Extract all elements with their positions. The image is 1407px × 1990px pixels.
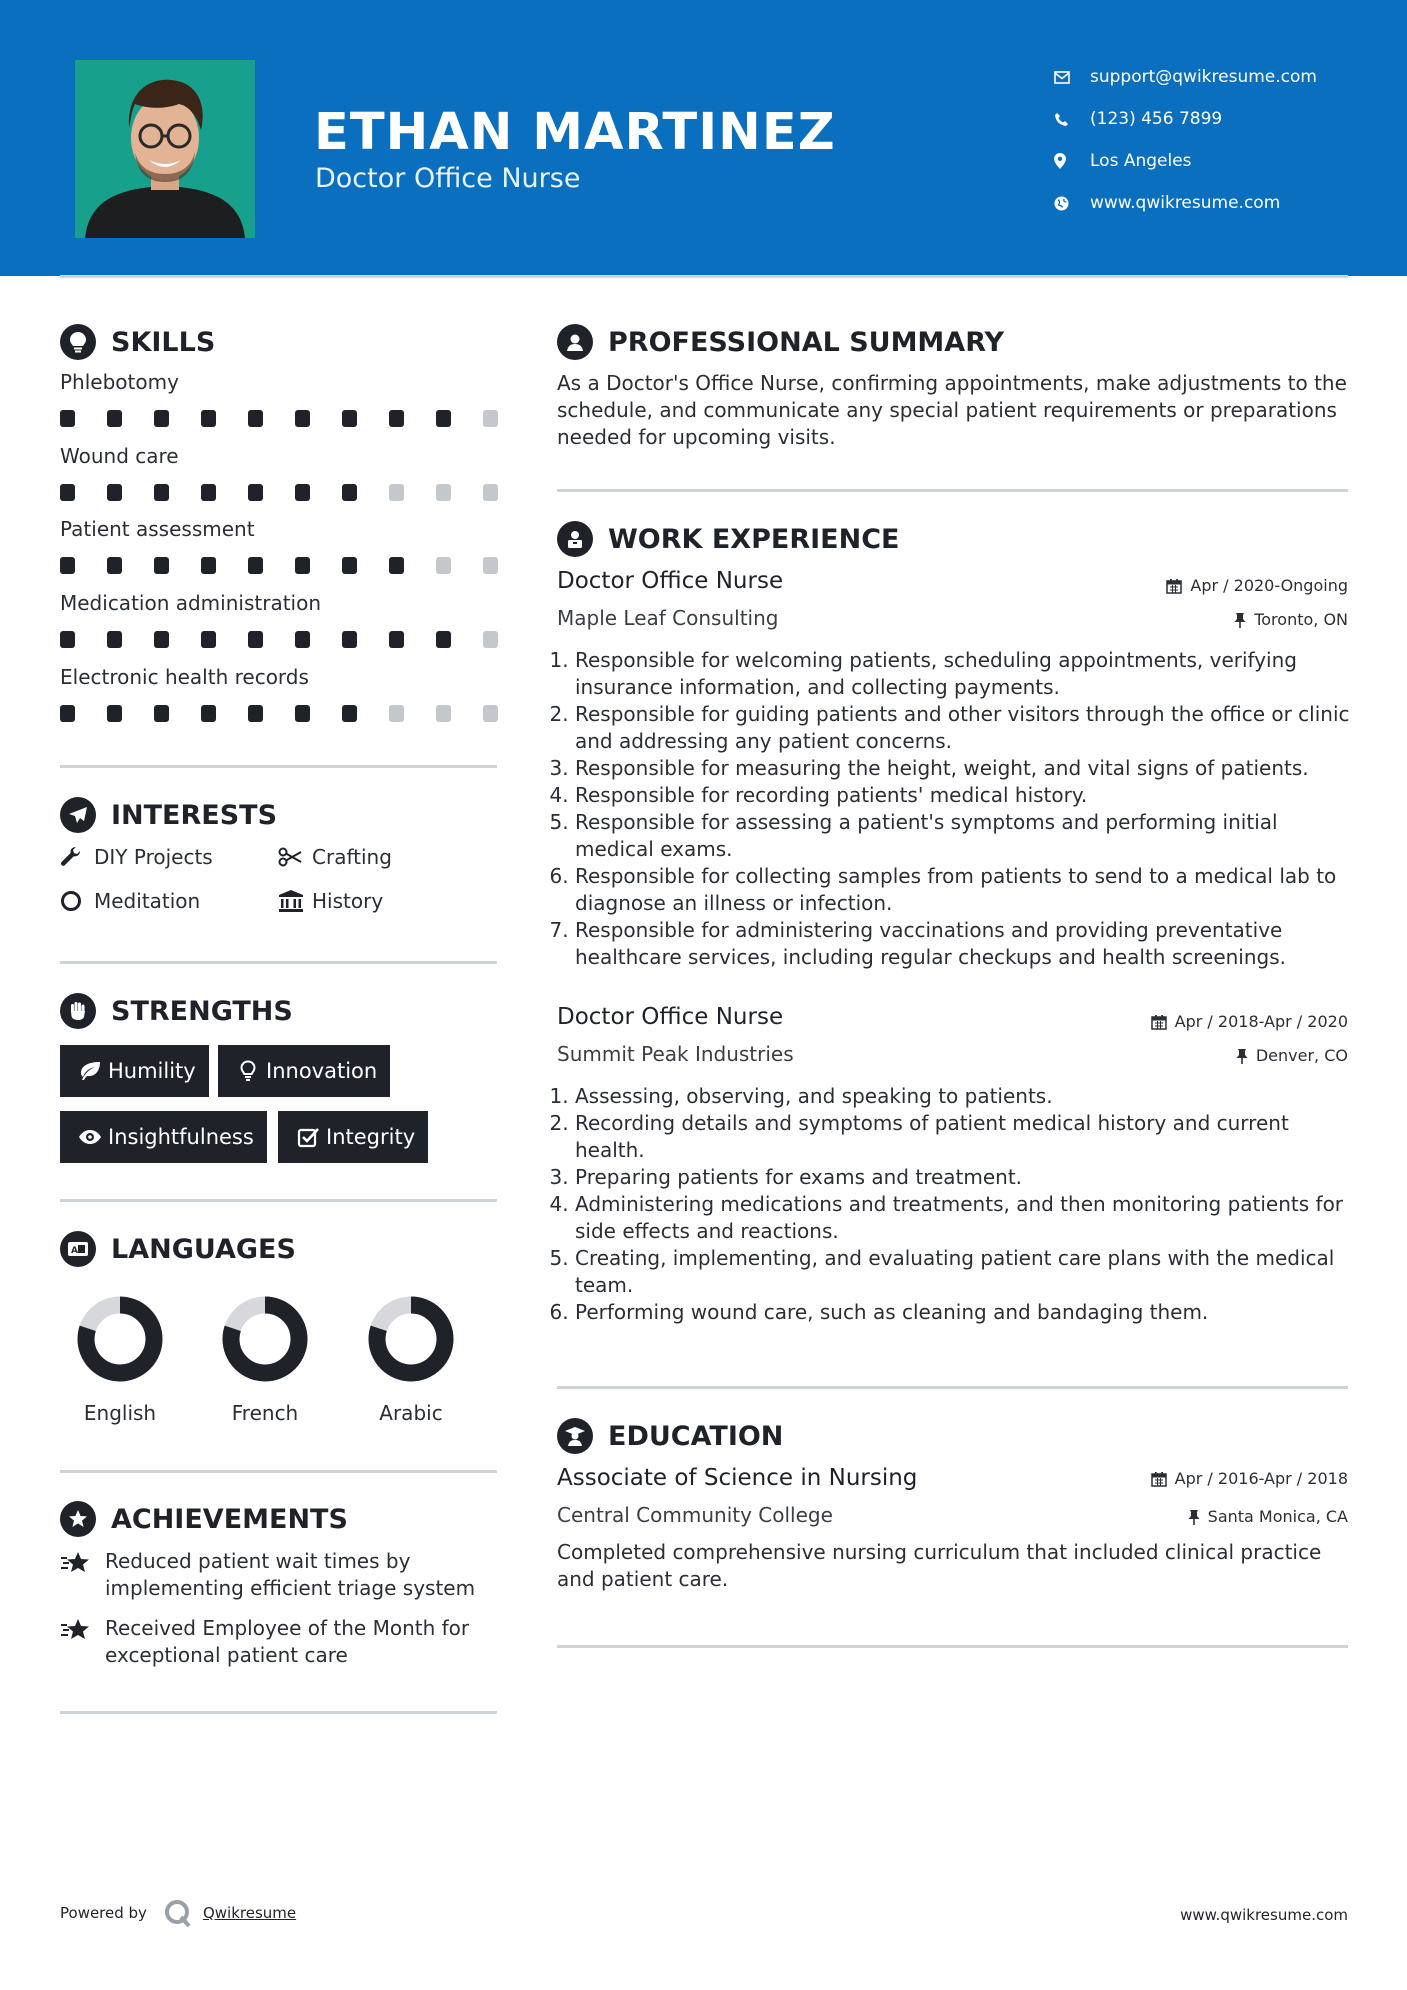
skill-rating: [60, 631, 498, 648]
candidate-name: ETHAN MARTINEZ: [314, 103, 836, 162]
skill-item: [60, 591, 500, 648]
star-icon: [60, 1615, 105, 1669]
summary-heading-text: PROFESSIONAL SUMMARY: [608, 326, 1005, 358]
skills-heading: [60, 324, 215, 360]
language-label: English: [83, 1401, 157, 1425]
globe-icon: [1054, 196, 1090, 211]
skill-dot-filled: [201, 557, 216, 574]
duty-item: 4. Administering medications and treatments, and then monitoring patients for side effects and reactions.: [575, 1191, 1357, 1245]
scissors-icon: [278, 847, 312, 867]
skill-dot-filled: [436, 631, 451, 648]
skill-item: [60, 370, 500, 427]
interest-label: History: [312, 889, 384, 913]
contact-email[interactable]: [1054, 56, 1317, 98]
skill-dot-filled: [436, 410, 451, 427]
qwikresume-link[interactable]: Qwikresume: [202, 1904, 297, 1922]
experience-heading: [557, 521, 899, 557]
skill-dot-filled: [342, 484, 357, 501]
contact-phone-text: (123) 456 7899: [1090, 109, 1223, 129]
job-company: Maple Leaf Consulting: [557, 606, 779, 630]
skill-dot-filled: [154, 705, 169, 722]
skill-dot-filled: [295, 484, 310, 501]
job-date: [1151, 1012, 1348, 1031]
skill-dot-filled: [107, 410, 122, 427]
achievement-text: Received Employee of the Month for exceptional patient care: [105, 1616, 470, 1667]
interest-item: [60, 889, 200, 913]
duty-item: 4. Responsible for recording patients' medical history.: [575, 782, 1357, 809]
eye-icon: [72, 1129, 108, 1145]
strength-label: Innovation: [266, 1059, 378, 1083]
interest-item: [60, 845, 213, 869]
circle-icon: [60, 890, 94, 912]
thumbtack-icon: [1234, 612, 1246, 628]
education-heading-text: EDUCATION: [608, 1420, 784, 1452]
skill-dot-filled: [342, 631, 357, 648]
powered-by-text: Powered by: [60, 1904, 147, 1922]
duty-item: 6. Responsible for collecting samples from patients to send to a medical lab to diagnose an illness or infection.: [575, 863, 1357, 917]
strength-tag: [278, 1111, 428, 1163]
skill-dot-filled: [60, 705, 75, 722]
skill-dot-filled: [295, 631, 310, 648]
skill-dot-filled: [295, 705, 310, 722]
wrench-icon: [60, 846, 94, 868]
skill-dot-empty: [483, 410, 498, 427]
skill-dot-empty: [389, 705, 404, 722]
strength-label: Integrity: [326, 1125, 416, 1149]
duty-item: 1. Responsible for welcoming patients, scheduling appointments, verifying insurance information, and collecting payments.: [575, 647, 1357, 701]
skill-dot-filled: [248, 631, 263, 648]
skill-item: [60, 444, 500, 501]
job-date-text: Apr / 2020-Ongoing: [1190, 576, 1348, 595]
footer-url[interactable]: www.qwikresume.com: [1180, 1906, 1348, 1924]
language-label: French: [231, 1401, 299, 1425]
phone-icon: [1054, 112, 1090, 127]
job-role: Doctor Office Nurse: [557, 1004, 784, 1030]
skill-dot-empty: [483, 631, 498, 648]
section-divider: [60, 1199, 497, 1202]
profile-photo: [75, 60, 255, 238]
skill-dot-empty: [436, 705, 451, 722]
user-icon: [557, 324, 593, 360]
svg-text:A: A: [71, 1246, 78, 1256]
skill-dot-filled: [248, 705, 263, 722]
skill-dot-empty: [436, 557, 451, 574]
skill-dot-empty: [483, 705, 498, 722]
language-ring: [351, 1295, 471, 1383]
interest-label: Crafting: [312, 845, 392, 869]
skill-dot-filled: [201, 705, 216, 722]
skill-dot-filled: [389, 557, 404, 574]
summary-heading: [557, 324, 1004, 360]
candidate-title: Doctor Office Nurse: [315, 163, 581, 194]
skill-dot-empty: [436, 484, 451, 501]
achievements-heading: [60, 1501, 348, 1537]
skill-dot-filled: [107, 557, 122, 574]
skill-dot-filled: [154, 557, 169, 574]
footer-powered-by: [60, 1898, 296, 1928]
thumbtack-icon: [1188, 1509, 1200, 1525]
contact-location-text: Los Angeles: [1090, 151, 1192, 171]
job-location-text: Toronto, ON: [1254, 610, 1348, 629]
skill-dot-empty: [483, 557, 498, 574]
skill-dot-filled: [295, 557, 310, 574]
resume-header: [0, 0, 1407, 276]
job-duties-list: [557, 1083, 1357, 1326]
section-divider: [60, 961, 497, 964]
section-divider: [60, 765, 497, 768]
interests-heading-text: INTERESTS: [111, 799, 278, 831]
duty-item: 3. Preparing patients for exams and treatment.: [575, 1164, 1357, 1191]
skill-dot-filled: [389, 410, 404, 427]
skill-dot-filled: [342, 410, 357, 427]
strength-label: Humility: [108, 1059, 196, 1083]
skill-name: Patient assessment: [60, 517, 255, 541]
skill-dot-filled: [248, 484, 263, 501]
job-date-text: Apr / 2018-Apr / 2020: [1174, 1012, 1348, 1031]
education-date-text: Apr / 2016-Apr / 2018: [1174, 1469, 1348, 1488]
language-item: [351, 1295, 471, 1425]
skill-item: [60, 665, 500, 722]
skill-dot-filled: [248, 557, 263, 574]
skills-heading-text: SKILLS: [111, 326, 216, 358]
skill-item: [60, 517, 500, 574]
language-item: [205, 1295, 325, 1425]
fist-icon: [60, 993, 96, 1029]
section-divider: [557, 1645, 1348, 1648]
star-badge-icon: [60, 1501, 96, 1537]
skill-dot-filled: [154, 484, 169, 501]
language-icon: [60, 1231, 96, 1267]
skill-dot-filled: [201, 631, 216, 648]
section-divider: [60, 1711, 497, 1714]
duty-item: 7. Responsible for administering vaccinations and providing preventative healthcare services, including regular checkups and health screenings.: [575, 917, 1357, 971]
skill-dot-filled: [107, 705, 122, 722]
job-company: Summit Peak Industries: [557, 1042, 794, 1066]
skill-dot-filled: [60, 410, 75, 427]
duty-item: 3. Responsible for measuring the height, weight, and vital signs of patients.: [575, 755, 1357, 782]
skill-dot-filled: [107, 631, 122, 648]
calendar-icon: [1151, 1014, 1167, 1030]
job-date: [1166, 576, 1348, 595]
skill-rating: [60, 557, 498, 574]
section-divider: [60, 1470, 497, 1473]
skill-dot-filled: [154, 631, 169, 648]
achievements-heading-text: ACHIEVEMENTS: [111, 1503, 348, 1535]
skill-dot-filled: [154, 410, 169, 427]
paper-plane-icon: [60, 797, 96, 833]
education-date: [1151, 1469, 1348, 1488]
strength-tag: [60, 1045, 209, 1097]
skill-name: Phlebotomy: [60, 370, 179, 394]
header-divider: [60, 275, 1348, 278]
skill-dot-filled: [107, 484, 122, 501]
skill-rating: [60, 484, 498, 501]
skill-dot-filled: [295, 410, 310, 427]
contact-website-text: www.qwikresume.com: [1090, 193, 1281, 213]
skill-dot-empty: [389, 484, 404, 501]
strengths-heading: [60, 993, 293, 1029]
qwikresume-logo-icon: [163, 1898, 193, 1928]
duty-item: 1. Assessing, observing, and speaking to patients.: [575, 1083, 1357, 1110]
lightbulb-icon: [60, 324, 96, 360]
interest-label: Meditation: [94, 889, 201, 913]
job-location-text: Denver, CO: [1255, 1046, 1348, 1065]
strengths-heading-text: STRENGTHS: [111, 995, 293, 1027]
section-divider: [557, 1386, 1348, 1389]
interest-label: DIY Projects: [94, 845, 213, 869]
skill-dot-filled: [60, 484, 75, 501]
language-ring: [205, 1295, 325, 1383]
job-location: [1236, 1046, 1348, 1065]
duty-item: 6. Performing wound care, such as cleaning and bandaging them.: [575, 1299, 1357, 1326]
education-location-text: Santa Monica, CA: [1207, 1507, 1348, 1526]
duty-item: 5. Responsible for assessing a patient's symptoms and performing initial medical exams.: [575, 809, 1357, 863]
strength-tag: [60, 1111, 267, 1163]
interest-item: [278, 845, 392, 869]
skill-rating: [60, 705, 498, 722]
skill-dot-filled: [201, 484, 216, 501]
education-location: [1188, 1507, 1348, 1526]
achievement-item: [60, 1615, 510, 1669]
skill-dot-filled: [60, 557, 75, 574]
education-degree: Associate of Science in Nursing: [557, 1465, 918, 1491]
achievement-text: Reduced patient wait times by implementing efficient triage system: [105, 1549, 476, 1600]
calendar-icon: [1151, 1471, 1167, 1487]
skill-dot-filled: [389, 631, 404, 648]
experience-heading-text: WORK EXPERIENCE: [608, 523, 900, 555]
skill-name: Medication administration: [60, 591, 322, 615]
skill-dot-filled: [60, 631, 75, 648]
skill-dot-filled: [248, 410, 263, 427]
languages-heading: [60, 1231, 296, 1267]
section-divider: [557, 489, 1348, 492]
skill-dot-filled: [342, 557, 357, 574]
skill-dot-filled: [342, 705, 357, 722]
contact-website[interactable]: [1054, 182, 1317, 224]
skill-name: Wound care: [60, 444, 179, 468]
achievement-item: [60, 1548, 510, 1602]
graduate-icon: [557, 1418, 593, 1454]
duty-item: 5. Creating, implementing, and evaluating patient care plans with the medical team.: [575, 1245, 1357, 1299]
briefcase-user-icon: [557, 521, 593, 557]
skill-rating: [60, 410, 498, 427]
contact-list: [1054, 56, 1317, 224]
skill-name: Electronic health records: [60, 665, 309, 689]
museum-icon: [278, 889, 312, 913]
strength-label: Insightfulness: [108, 1125, 254, 1149]
job-duties-list: [557, 647, 1357, 971]
education-description: Completed comprehensive nursing curriculum that included clinical practice and patient care.: [557, 1540, 1322, 1591]
interest-item: [278, 889, 383, 913]
map-pin-icon: [1054, 153, 1090, 169]
summary-text: As a Doctor's Office Nurse, confirming appointments, make adjustments to the schedule, and communicate any special patient requirements or preparations needed for upcoming visits.: [557, 371, 1347, 449]
languages-heading-text: LANGUAGES: [111, 1233, 296, 1265]
skill-dot-empty: [483, 484, 498, 501]
star-icon: [60, 1548, 105, 1602]
education-heading: [557, 1418, 783, 1454]
language-ring: [60, 1295, 180, 1383]
strength-tag: [218, 1045, 390, 1097]
language-item: [60, 1295, 180, 1425]
interests-heading: [60, 797, 277, 833]
envelope-icon: [1054, 71, 1090, 84]
duty-item: 2. Responsible for guiding patients and other visitors through the office or clinic and addressing any patient concerns.: [575, 701, 1357, 755]
job-role: Doctor Office Nurse: [557, 568, 784, 594]
skill-dot-filled: [201, 410, 216, 427]
lightbulb-icon: [230, 1060, 266, 1082]
leaf-icon: [72, 1061, 108, 1081]
language-label: Arabic: [379, 1401, 443, 1425]
contact-location: [1054, 140, 1317, 182]
check-square-icon: [290, 1126, 326, 1148]
thumbtack-icon: [1236, 1048, 1248, 1064]
duty-item: 2. Recording details and symptoms of patient medical history and current health.: [575, 1110, 1357, 1164]
education-school: Central Community College: [557, 1503, 833, 1527]
job-location: [1234, 610, 1348, 629]
contact-email-text: support@qwikresume.com: [1090, 67, 1317, 87]
contact-phone[interactable]: [1054, 98, 1317, 140]
calendar-icon: [1166, 578, 1182, 594]
